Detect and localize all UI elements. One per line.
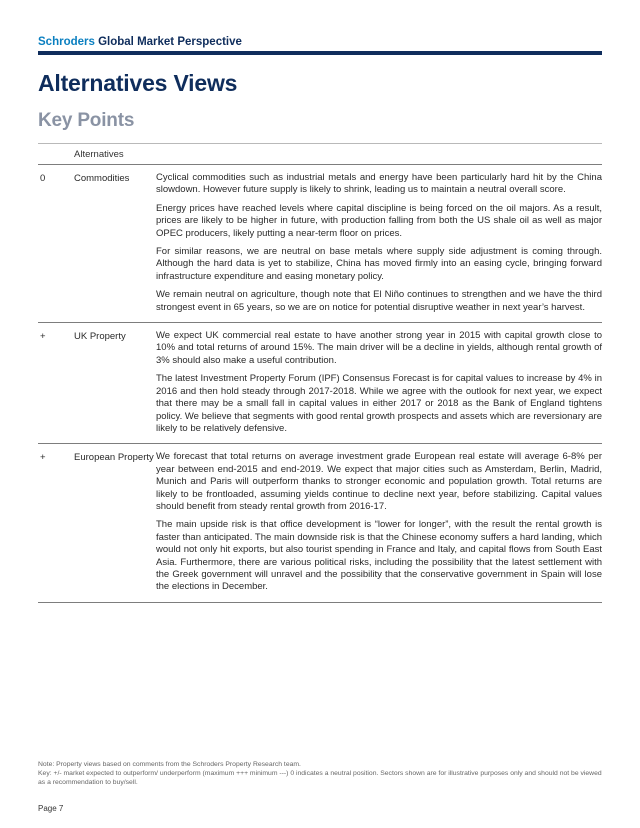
asset-class-label: UK Property xyxy=(74,331,126,343)
commentary-paragraph: We forecast that total returns on average investment grade European real estate will average 6-8% per year between end-2015 and end-2019. We expect that major cities such as Amsterdam, Berlin, Madrid, Munich and Paris will outperform thanks to stronger economic and population growth. Total returns are likely to be frontloaded, assuming yields continue to decline next year, before stabilizing. Capital values should benefit from steady rental growth from 2016-17. xyxy=(156,451,602,512)
publication-title: Global Market Perspective xyxy=(98,36,242,48)
view-score: + xyxy=(40,452,46,464)
views-table xyxy=(38,143,602,603)
section-subtitle: Key Points xyxy=(38,110,135,131)
footnote-key: Key: +/- market expected to outperform/ underperform (maximum +++ minimum ---) 0 indicates a neutral position. Sectors shown are for illustrative purposes only and should not be viewed as a recommendation to buy/sell. xyxy=(38,770,602,786)
commentary-paragraph: The main upside risk is that office development is “lower for longer”, with the result the rental growth is faster than anticipated. The main downside risk is that the Chinese economy suffers a hard landing, which would not only hit exports, but also tourist spending in France and Italy, and capital flows from South East Asia. Furthermore, there are various political risks, including the possibility that the latest settlement with the Greek government will unravel and the possibility that the conservative government in Spain will lose the elections in December. xyxy=(156,519,602,593)
table-row-uk-property xyxy=(38,323,602,444)
asset-class-label: Commodities xyxy=(74,173,130,184)
commentary-paragraph: Cyclical commodities such as industrial metals and energy have been particularly hard hit by the China slowdown. However future supply is likely to shrink, leading us to maintain a neutral overall score. xyxy=(156,172,602,196)
view-score: 0 xyxy=(40,173,46,184)
table-row-commodities xyxy=(38,165,602,323)
table-header xyxy=(38,143,602,165)
brand-name: Schroders xyxy=(38,36,95,48)
row-commentary xyxy=(156,330,602,435)
commentary-paragraph: We expect UK commercial real estate to have another strong year in 2015 with capital growth close to 10% and total returns of around 15%. The main driver will be a decline in yields, although rental growth of 3% should also make a useful contribution. xyxy=(156,330,602,366)
asset-class-label: European Property xyxy=(74,452,154,464)
row-commentary xyxy=(156,451,602,593)
footnote-note: Note: Property views based on comments from the Schroders Property Research team. xyxy=(38,761,301,768)
header-rule xyxy=(38,51,602,55)
table-row-european-property xyxy=(38,444,602,602)
running-header xyxy=(38,36,242,48)
commentary-paragraph: We remain neutral on agriculture, though note that El Niño continues to strengthen and we have the third strongest event in 65 years, so we are on notice for potential disruptive weather in next year’s harvest. xyxy=(156,289,602,313)
table-header-label: Alternatives xyxy=(74,149,124,160)
page-title: Alternatives Views xyxy=(38,70,238,96)
commentary-paragraph: Energy prices have reached levels where capital discipline is being forced on the oil majors. As a result, prices are likely to be higher in future, with production falling from both the US shale oil as well as major OPEC producers, likely putting a near-term floor on prices. xyxy=(156,202,602,239)
page-number: Page 7 xyxy=(38,804,64,813)
row-commentary xyxy=(156,172,602,314)
view-score: + xyxy=(40,331,46,343)
commentary-paragraph: The latest Investment Property Forum (IPF) Consensus Forecast is for capital values to increase by 4% in 2016 and then hold steady through 2017-2018. While we agree with the outlook for next year, we expect that there may be a small fall in capital values in either 2017 or 2018 as the Bank of England tightens policy. We believe that segments with good rental growth prospects and assets which are reversionary are likely to be relatively defensive. xyxy=(156,373,602,434)
footnote xyxy=(38,760,602,787)
commentary-paragraph: For similar reasons, we are neutral on base metals where supply side adjustment is coming through. Although the hard data is yet to stabilize, China has moved firmly into an easing cycle, bringing forward infrastructure expenditure and easing monetary policy. xyxy=(156,246,602,282)
